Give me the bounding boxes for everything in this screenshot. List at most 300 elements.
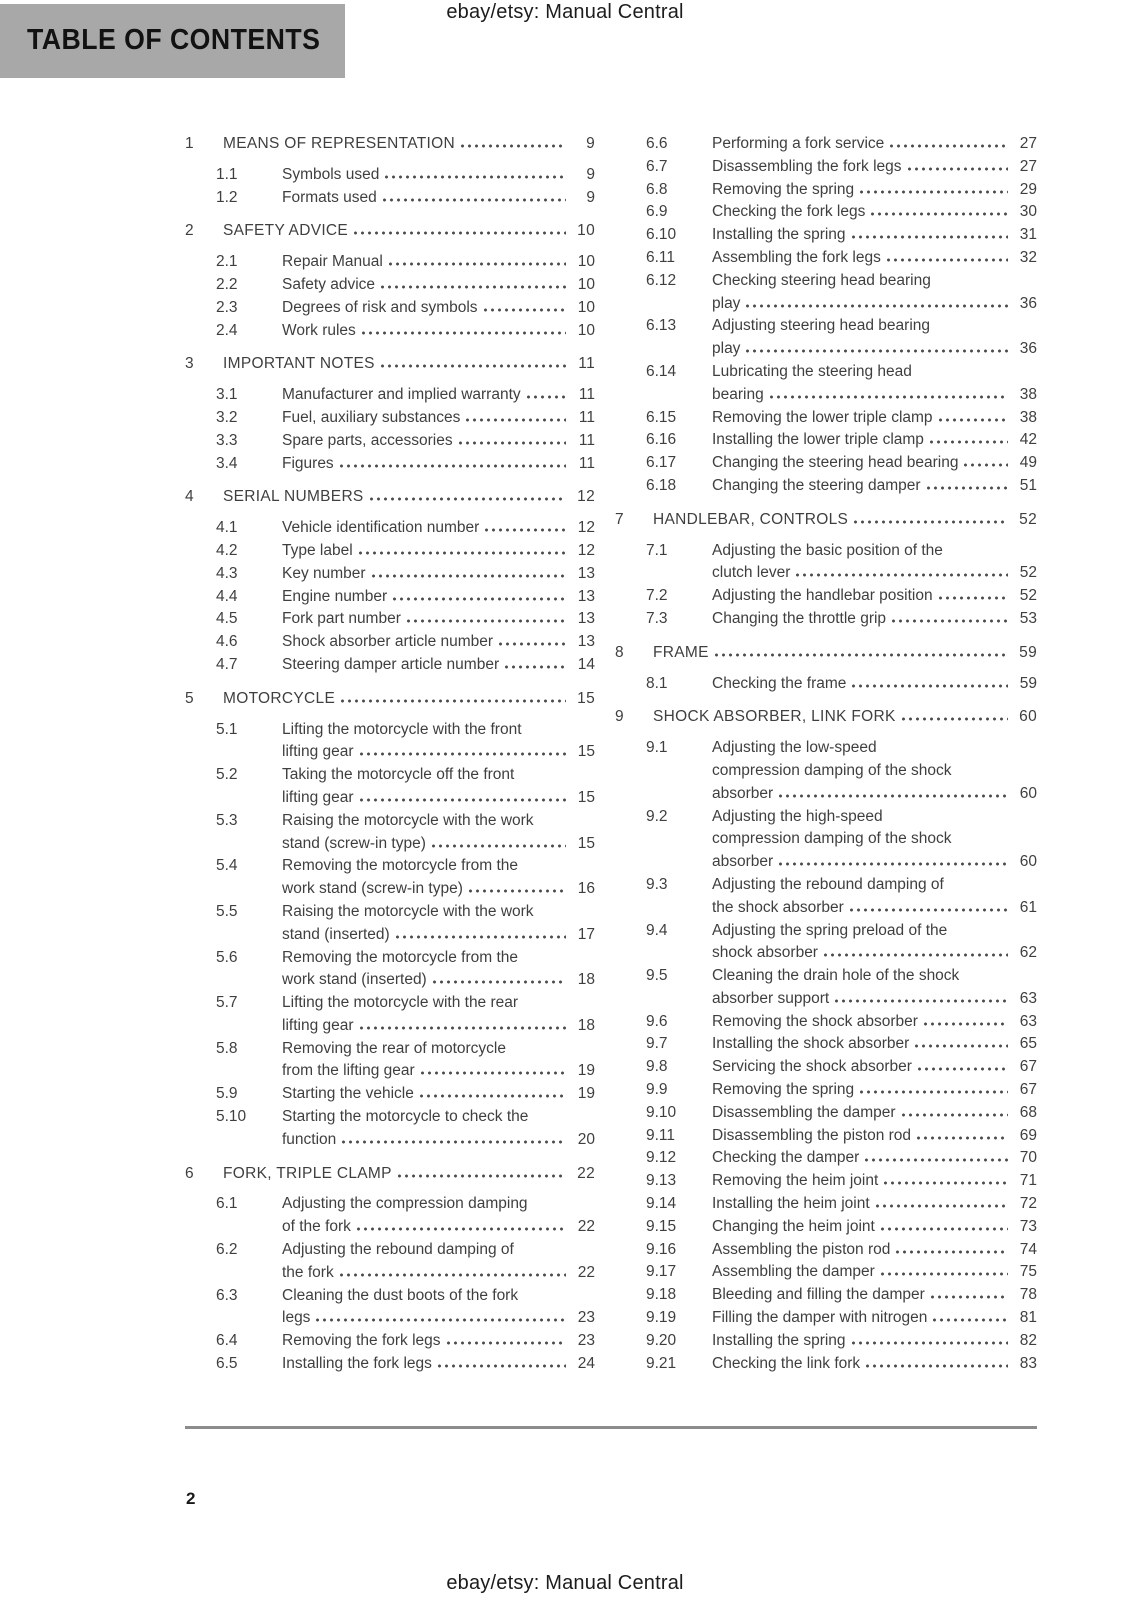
section-number: 9.10	[646, 1103, 677, 1121]
section-title-lastline	[282, 430, 595, 453]
toc-section-row	[615, 133, 1037, 156]
page-number: 22	[577, 1164, 595, 1182]
toc-section-row	[185, 1193, 595, 1239]
section-title: Performing a fork service	[712, 135, 885, 152]
section-body	[282, 1330, 595, 1353]
section-title: play	[712, 340, 741, 358]
page-number: 83	[1019, 1354, 1037, 1372]
section-title: from the lifting gear	[282, 1062, 415, 1080]
page-number: 65	[1019, 1035, 1037, 1053]
section-number: 9.9	[646, 1081, 668, 1099]
section-title-lastline	[712, 1239, 1037, 1262]
section-title: Installing the lower triple clamp	[712, 431, 924, 449]
section-number: 9.1	[646, 739, 668, 757]
page-number: 61	[1019, 898, 1037, 916]
page-number: 13	[577, 564, 595, 582]
section-title-lastline	[282, 453, 595, 476]
section-number: 6.9	[646, 203, 668, 221]
section-body	[712, 1216, 1037, 1239]
section-title-lastline	[712, 562, 1037, 585]
page-number: 73	[1019, 1217, 1037, 1235]
page-number: 60	[1019, 784, 1037, 802]
toc-section-row	[615, 965, 1037, 1011]
section-title-lastline	[712, 133, 1037, 156]
section-body	[282, 1285, 595, 1331]
toc-section-row	[615, 407, 1037, 430]
section-title: lifting gear	[282, 1016, 354, 1034]
toc-section-row	[615, 429, 1037, 452]
section-title-lastline	[282, 833, 595, 856]
toc-section-row	[615, 806, 1037, 874]
section-title-lastline	[282, 741, 595, 764]
section-number: 2.4	[216, 321, 238, 339]
section-number: 6.12	[646, 271, 677, 289]
section-number: 1	[185, 135, 194, 152]
section-body	[282, 384, 595, 407]
page-number: 68	[1019, 1103, 1037, 1121]
page-number: 52	[1019, 564, 1037, 582]
section-title-lastline	[712, 988, 1037, 1011]
section-number: 8	[615, 643, 624, 661]
section-title-lastline	[712, 201, 1037, 224]
section-title: Servicing the shock absorber	[712, 1058, 912, 1076]
dot-leader	[833, 999, 1008, 1003]
dot-leader	[482, 308, 566, 312]
page-number: 10	[577, 222, 595, 240]
section-title: bearing	[712, 385, 764, 403]
toc-section-row	[185, 631, 595, 654]
section-body	[712, 201, 1037, 224]
section-title: Steering damper article number	[282, 655, 500, 673]
toc-section-row	[185, 187, 595, 210]
dot-leader	[931, 1318, 1008, 1322]
page-number: 11	[578, 355, 595, 373]
toc-heading-label: TABLE OF CONTENTS	[27, 23, 321, 56]
dot-leader	[339, 699, 566, 703]
section-number: 9.17	[646, 1263, 677, 1281]
section-number: 7.3	[646, 609, 668, 627]
section-number: 6.6	[646, 135, 668, 152]
section-body	[712, 452, 1037, 475]
section-number: 6.4	[216, 1332, 238, 1350]
section-title: absorber	[712, 853, 774, 871]
section-title-line: Lubricating the steering head	[712, 362, 912, 380]
section-title-lastline	[712, 179, 1037, 202]
dot-leader	[848, 908, 1008, 912]
dot-leader	[863, 1158, 1008, 1162]
section-title-lastline	[712, 1307, 1037, 1330]
section-number: 6	[185, 1164, 194, 1182]
section-title-line: Removing the motorcycle from the	[282, 948, 519, 966]
section-number: 6.15	[646, 408, 677, 426]
section-body	[282, 901, 595, 947]
section-number: 9.7	[646, 1035, 668, 1053]
toc-section-row	[185, 901, 595, 947]
dot-leader	[368, 497, 566, 501]
section-body	[712, 1079, 1037, 1102]
footer-page-number: 2	[186, 1489, 196, 1508]
section-title-lastline	[712, 156, 1037, 179]
dot-leader	[387, 262, 566, 266]
dot-leader	[338, 464, 566, 468]
section-title-lastline	[282, 608, 595, 631]
section-number: 9.12	[646, 1149, 677, 1167]
section-body	[282, 187, 595, 210]
section-title-lastline	[653, 642, 1037, 665]
section-title-lastline	[282, 1353, 595, 1376]
section-title: Installing the spring	[712, 1331, 846, 1349]
section-title-lastline	[712, 224, 1037, 247]
section-title-line: Adjusting the spring preload of the	[712, 921, 948, 939]
section-title-lastline	[223, 1163, 595, 1186]
section-title-lastline	[282, 274, 595, 297]
section-number: 2.2	[216, 275, 238, 293]
section-number: 4	[185, 488, 194, 506]
toc-section-row	[615, 475, 1037, 498]
page-number: 53	[1019, 609, 1037, 627]
section-title-lastline	[712, 1102, 1037, 1125]
section-title: Changing the steering damper	[712, 476, 921, 494]
section-title-lastline	[712, 851, 1037, 874]
section-title-line: Lifting the motorcycle with the front	[282, 720, 522, 738]
section-title: of the fork	[282, 1218, 351, 1236]
section-body	[282, 1106, 595, 1152]
page-number: 52	[1019, 510, 1037, 528]
section-title-lastline	[712, 1216, 1037, 1239]
section-title-line: Raising the motorcycle with the work	[282, 811, 534, 829]
page-number: 18	[577, 1016, 595, 1034]
dot-leader	[430, 844, 566, 848]
dot-leader	[937, 596, 1008, 600]
dot-leader	[467, 889, 566, 893]
section-title-lastline	[712, 1056, 1037, 1079]
section-title: Installing the fork legs	[282, 1355, 432, 1373]
section-title-lastline	[282, 586, 595, 609]
section-title-lastline	[282, 407, 595, 430]
section-body	[712, 407, 1037, 430]
section-title: lifting gear	[282, 788, 354, 806]
section-title-lastline	[282, 1015, 595, 1038]
toc-section-row	[185, 855, 595, 901]
toc-chapter-row	[615, 509, 1037, 532]
section-title: FRAME	[653, 643, 709, 661]
section-body	[282, 164, 595, 187]
section-title: MEANS OF REPRESENTATION	[223, 135, 455, 152]
section-body	[282, 608, 595, 631]
page-number: 67	[1019, 1058, 1037, 1076]
section-body	[282, 453, 595, 476]
page-number: 11	[578, 454, 595, 472]
section-body	[712, 1239, 1037, 1262]
page-number: 9	[586, 135, 595, 152]
page-number: 36	[1019, 340, 1037, 358]
section-title: the fork	[282, 1263, 334, 1281]
dot-leader	[436, 1364, 566, 1368]
toc-section-row	[185, 719, 595, 765]
section-body	[712, 585, 1037, 608]
page-number: 20	[577, 1130, 595, 1148]
page-number: 49	[1019, 454, 1037, 472]
toc-section-row	[615, 585, 1037, 608]
dot-leader	[882, 1181, 1008, 1185]
section-title-lastline	[282, 924, 595, 947]
toc-section-row	[185, 947, 595, 993]
section-title-line: Removing the rear of motorcycle	[282, 1039, 506, 1057]
section-title: Filling the damper with nitrogen	[712, 1309, 928, 1327]
section-title-lastline	[223, 353, 595, 376]
section-title-lastline	[712, 338, 1037, 361]
section-title: Fuel, auxiliary substances	[282, 408, 461, 426]
dot-leader	[445, 1341, 566, 1345]
section-title-lastline	[282, 164, 595, 187]
section-title: Checking the link fork	[712, 1354, 861, 1372]
dot-leader	[394, 935, 566, 939]
section-title-lastline	[712, 1125, 1037, 1148]
page-number: 17	[577, 925, 595, 943]
section-title: Assembling the piston rod	[712, 1240, 891, 1258]
section-title: play	[712, 294, 741, 312]
toc-section-row	[185, 274, 595, 297]
section-number: 5.4	[216, 857, 238, 875]
section-number: 9.20	[646, 1331, 677, 1349]
section-title-lastline	[712, 407, 1037, 430]
section-title: work stand (inserted)	[282, 971, 427, 989]
section-body	[712, 1193, 1037, 1216]
toc-section-row	[615, 179, 1037, 202]
section-title-lastline	[712, 942, 1037, 965]
section-number: 9.8	[646, 1058, 668, 1076]
section-number: 5.1	[216, 720, 238, 738]
section-body	[712, 179, 1037, 202]
page-number: 70	[1019, 1149, 1037, 1167]
section-title: Removing the shock absorber	[712, 1012, 918, 1030]
dot-leader	[937, 418, 1008, 422]
dot-leader	[852, 520, 1008, 524]
section-number: 4.3	[216, 564, 238, 582]
section-body	[712, 224, 1037, 247]
section-title-lastline	[712, 384, 1037, 407]
page-number: 36	[1019, 294, 1037, 312]
section-number: 6.16	[646, 431, 677, 449]
toc-section-row	[615, 540, 1037, 586]
dot-leader	[379, 364, 566, 368]
section-number: 3.2	[216, 408, 238, 426]
section-title-line: Adjusting the basic position of the	[712, 541, 943, 559]
section-number: 4.4	[216, 587, 238, 605]
dot-leader	[894, 1250, 1008, 1254]
toc-chapter-row	[185, 1163, 595, 1186]
dot-leader	[360, 331, 566, 335]
dot-leader	[497, 642, 566, 646]
section-number: 5.3	[216, 811, 238, 829]
toc-section-row	[185, 407, 595, 430]
toc-section-row	[615, 1239, 1037, 1262]
section-title: Key number	[282, 564, 366, 582]
section-body	[712, 1353, 1037, 1376]
section-title: SHOCK ABSORBER, LINK FORK	[653, 708, 896, 726]
page-number: 12	[577, 541, 595, 559]
dot-leader	[906, 167, 1008, 171]
section-body	[712, 361, 1037, 407]
section-title: lifting gear	[282, 743, 354, 761]
dot-leader	[358, 752, 566, 756]
page-number: 67	[1019, 1081, 1037, 1099]
section-number: 1.1	[216, 165, 238, 183]
toc-section-row	[615, 1147, 1037, 1170]
section-title: Disassembling the damper	[712, 1103, 896, 1121]
section-body	[282, 407, 595, 430]
section-title-lastline	[712, 1011, 1037, 1034]
section-number: 6.3	[216, 1286, 238, 1304]
dot-leader	[962, 463, 1008, 467]
section-number: 2	[185, 222, 194, 240]
section-number: 3.3	[216, 431, 238, 449]
toc-chapter-row	[615, 706, 1037, 729]
section-body	[712, 920, 1037, 966]
section-title-lastline	[282, 1330, 595, 1353]
toc-section-row	[615, 201, 1037, 224]
section-body	[712, 806, 1037, 874]
toc-section-row	[615, 1353, 1037, 1376]
section-title: Vehicle identification number	[282, 519, 480, 537]
section-title-line: Raising the motorcycle with the work	[282, 902, 534, 920]
toc-section-row	[185, 1106, 595, 1152]
section-title: SAFETY ADVICE	[223, 222, 349, 240]
section-title: Installing the heim joint	[712, 1195, 870, 1213]
toc-chapter-row	[185, 133, 595, 156]
section-title-lastline	[653, 509, 1037, 532]
toc-chapter-row	[185, 486, 595, 509]
toc-section-row	[185, 654, 595, 677]
page-number: 11	[578, 408, 595, 426]
page-number: 42	[1019, 431, 1037, 449]
section-body	[282, 297, 595, 320]
section-body	[712, 1033, 1037, 1056]
dot-leader	[338, 1273, 566, 1277]
section-number: 9.2	[646, 807, 668, 825]
section-body	[223, 220, 595, 243]
page-number: 13	[577, 610, 595, 628]
toc-section-row	[615, 315, 1037, 361]
page-number: 62	[1019, 944, 1037, 962]
section-title: shock absorber	[712, 944, 818, 962]
section-number: 6.5	[216, 1355, 238, 1373]
section-number: 3	[185, 355, 194, 373]
page-number: 15	[577, 788, 595, 806]
section-title-line: Adjusting the low-speed	[712, 739, 877, 757]
dot-leader	[396, 1174, 566, 1178]
section-title: Formats used	[282, 188, 377, 206]
section-title-lastline	[712, 1284, 1037, 1307]
toc-section-row	[185, 1285, 595, 1331]
page-number: 29	[1019, 180, 1037, 198]
section-body	[282, 563, 595, 586]
section-title-lastline	[282, 1083, 595, 1106]
section-title: legs	[282, 1309, 311, 1327]
section-title: Removing the fork legs	[282, 1332, 441, 1350]
section-title-lastline	[712, 475, 1037, 498]
section-body	[712, 608, 1037, 631]
section-title-lastline	[712, 1330, 1037, 1353]
section-title: FORK, TRIPLE CLAMP	[223, 1164, 392, 1182]
section-number: 1.2	[216, 188, 238, 206]
section-number: 6.14	[646, 362, 677, 380]
dot-leader	[744, 304, 1008, 308]
section-number: 4.1	[216, 519, 238, 537]
toc-section-row	[615, 673, 1037, 696]
section-body	[282, 586, 595, 609]
section-body	[712, 429, 1037, 452]
section-title: Installing the spring	[712, 226, 846, 244]
dot-leader	[879, 1227, 1008, 1231]
section-body	[282, 1239, 595, 1285]
section-body	[282, 1353, 595, 1376]
section-number: 4.5	[216, 610, 238, 628]
page-header-title: ebay/etsy: Manual Central	[446, 1, 684, 23]
toc-section-row	[615, 1307, 1037, 1330]
section-title: Disassembling the piston rod	[712, 1126, 912, 1144]
section-title: the shock absorber	[712, 898, 844, 916]
page-number: 63	[1019, 1012, 1037, 1030]
page-number: 19	[577, 1062, 595, 1080]
section-title: Starting the vehicle	[282, 1085, 414, 1103]
section-title: HANDLEBAR, CONTROLS	[653, 510, 849, 528]
section-title: Installing the shock absorber	[712, 1035, 910, 1053]
toc-section-row	[185, 764, 595, 810]
section-body	[712, 156, 1037, 179]
section-number: 6.11	[646, 248, 676, 266]
section-title-lastline	[712, 585, 1037, 608]
section-title: Engine number	[282, 587, 388, 605]
dot-leader	[768, 395, 1008, 399]
section-number: 9.13	[646, 1172, 677, 1190]
dot-leader	[358, 1026, 566, 1030]
section-number: 3.4	[216, 454, 238, 472]
section-number: 5.6	[216, 948, 238, 966]
section-body	[282, 810, 595, 856]
toc-section-row	[615, 1033, 1037, 1056]
section-title: work stand (screw-in type)	[282, 880, 463, 898]
section-title: clutch lever	[712, 564, 791, 582]
page-number: 52	[1019, 587, 1037, 605]
section-title-lastline	[282, 384, 595, 407]
section-title-lastline	[223, 220, 595, 243]
section-body	[712, 1011, 1037, 1034]
section-number: 6.7	[646, 157, 668, 175]
section-title-lastline	[282, 1216, 595, 1239]
toc-section-row	[615, 737, 1037, 805]
section-body	[282, 855, 595, 901]
dot-leader	[357, 551, 566, 555]
section-title: Checking the damper	[712, 1149, 860, 1167]
section-title: Work rules	[282, 321, 356, 339]
dot-leader	[457, 441, 566, 445]
dot-leader	[922, 1022, 1008, 1026]
toc-section-row	[615, 156, 1037, 179]
section-body	[282, 719, 595, 765]
section-title-lastline	[282, 563, 595, 586]
section-title: Adjusting the handlebar position	[712, 587, 933, 605]
toc-section-row	[185, 517, 595, 540]
footer-divider-rule	[185, 1426, 1037, 1429]
page-number: 59	[1019, 674, 1037, 692]
dot-leader	[858, 1090, 1008, 1094]
page-number: 78	[1019, 1286, 1037, 1304]
section-title-lastline	[223, 688, 595, 711]
section-title-line: compression damping of the shock	[712, 761, 952, 779]
dot-leader	[900, 717, 1008, 721]
section-body	[712, 874, 1037, 920]
